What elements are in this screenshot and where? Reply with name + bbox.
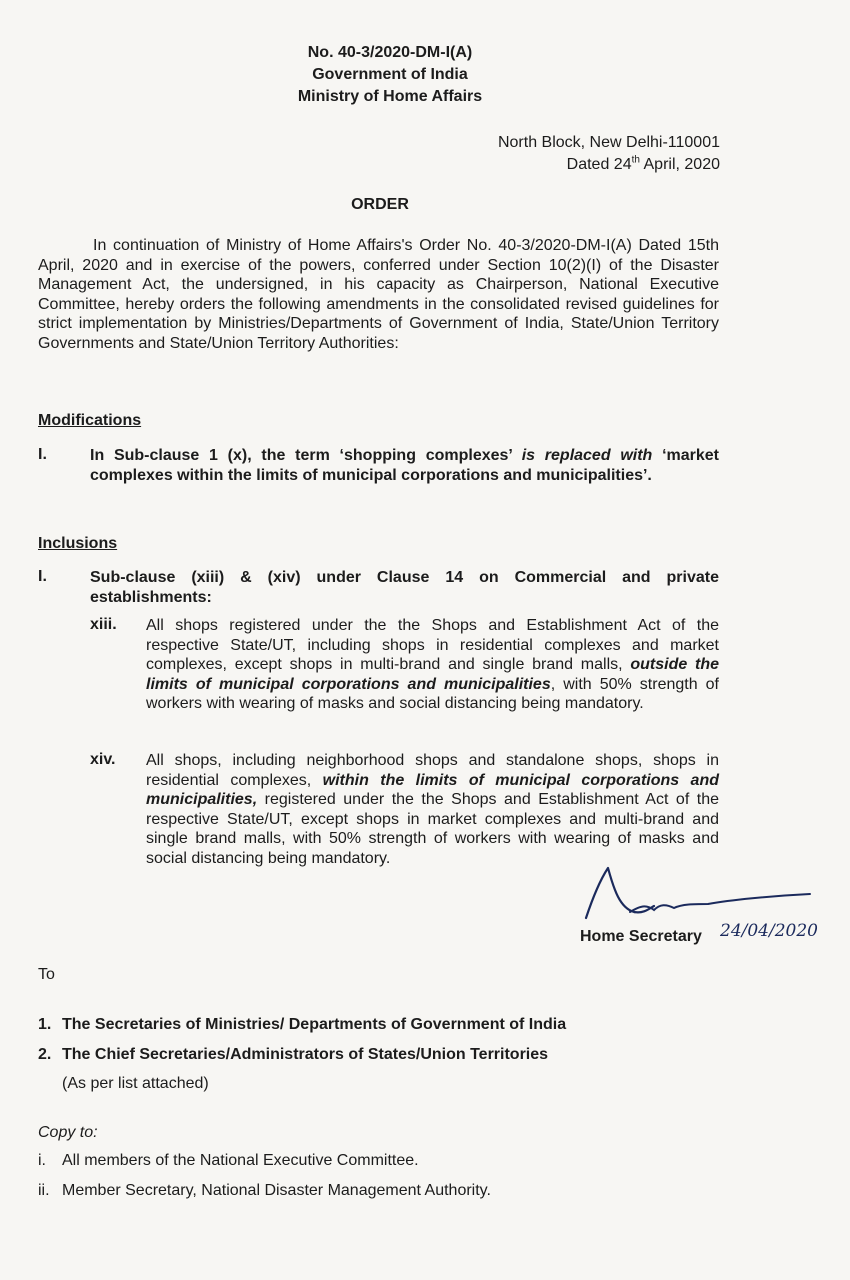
subclause-xiii-text: All shops registered under the the Shops and Establishment Act of the respective State/UT, including shops in residential complexes and market complexes, except shops in multi-brand and single brand malls, outside the limits of municipal corporations and municipalities, with 50% strength of workers with wearing of masks and social distancing being mandatory.: [146, 617, 719, 712]
modifications-heading: Modifications: [38, 412, 142, 429]
government-name: Government of India: [312, 66, 468, 83]
to-label: To: [38, 966, 55, 983]
copy-2-number: ii.: [38, 1182, 50, 1199]
signatory-designation: Home Secretary: [580, 928, 702, 945]
order-number: No. 40-3/2020-DM-I(A): [307, 44, 473, 61]
modification-text: In Sub-clause 1 (x), the term ‘shopping complexes’ is replaced with ‘market complexes within the limits of municipal corporations and municipalities’.: [90, 447, 719, 484]
order-date: Dated 24th April, 2020: [566, 154, 720, 173]
intro-paragraph: In continuation of Ministry of Home Affairs's Order No. 40-3/2020-DM-I(A) Dated 15th April, 2020 and in exercise of the powers, conferred under Section 10(2)(I) of the Disaster Management Act, the undersigned, in his capacity as Chairperson, National Executive Committee, hereby orders the following amendments in the consolidated revised guidelines for strict implementation by Ministries/Departments of Government of India, State/Union Territory Governments and State/Union Territory Authorities:: [38, 237, 719, 352]
subclause-xiii-number: xiii.: [90, 616, 117, 633]
address-place: North Block, New Delhi-110001: [497, 134, 720, 151]
recipient-1-number: 1.: [38, 1016, 52, 1033]
ministry-name: Ministry of Home Affairs: [297, 88, 483, 105]
subclause-xiv-text: All shops, including neighborhood shops and standalone shops, shops in residential complexes, within the limits of municipal corporations and municipalities, registered under the the Shops and Establishment Act of the respective State/UT, except shops in market complexes and multi-brand and single brand malls, with 50% strength of workers with wearing of masks and social distancing being mandatory.: [146, 752, 719, 867]
subclause-xiv-number: xiv.: [90, 751, 116, 768]
modification-number: I.: [38, 446, 47, 463]
recipient-note: (As per list attached): [62, 1075, 209, 1092]
inclusions-heading: Inclusions: [38, 535, 118, 552]
recipient-1: The Secretaries of Ministries/ Departments of Government of India: [62, 1016, 567, 1033]
copy-to-label: Copy to:: [38, 1124, 98, 1141]
copy-recipient-2: Member Secretary, National Disaster Management Authority.: [62, 1182, 491, 1199]
inclusion-number: I.: [38, 568, 47, 585]
handwritten-date: 24/04/2020: [720, 921, 818, 940]
copy-recipient-1: All members of the National Executive Committee.: [62, 1152, 419, 1169]
inclusion-title: Sub-clause (xiii) & (xiv) under Clause 14 on Commercial and private establishments:: [90, 569, 719, 606]
recipient-2-number: 2.: [38, 1046, 52, 1063]
copy-1-number: i.: [38, 1152, 46, 1169]
order-title: ORDER: [351, 196, 409, 213]
recipient-2: The Chief Secretaries/Administrators of States/Union Territories: [62, 1046, 549, 1063]
